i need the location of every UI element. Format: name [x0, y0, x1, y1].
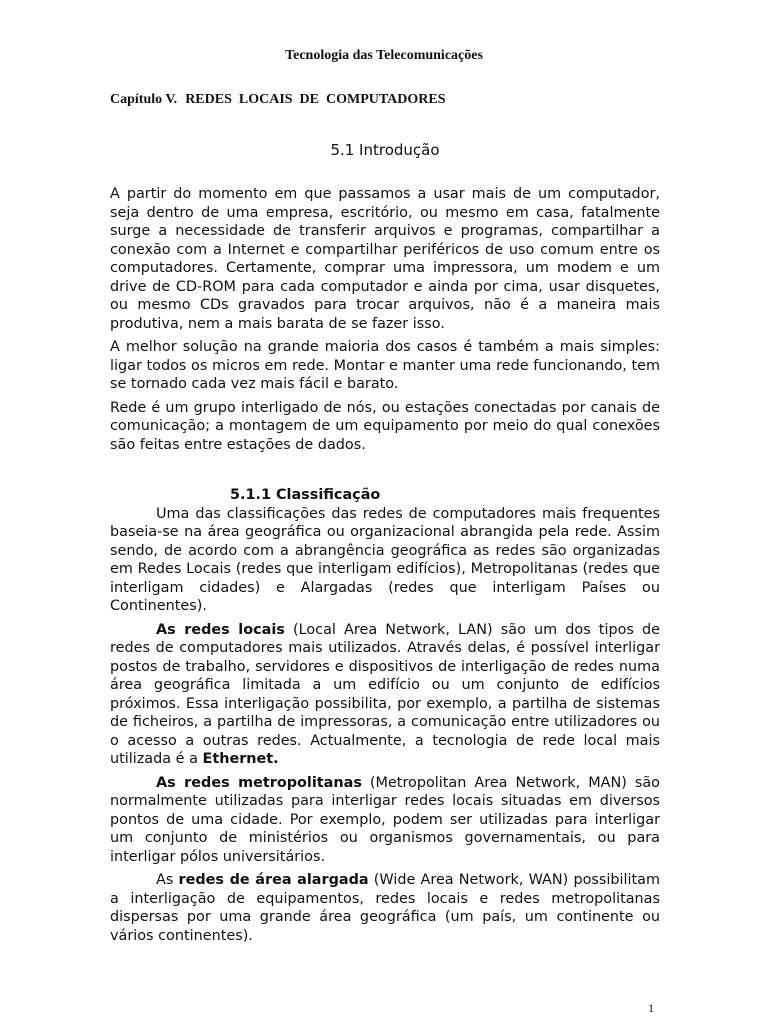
- wan-paragraph: [110, 871, 660, 945]
- section-heading: 5.1 Introdução: [330, 141, 440, 159]
- lan-text: (Local Area Network, LAN) são um dos tipos de redes de computadores mais utilizados. Através delas, é possível interligar postos de trabalho, servidores e dispositivos de interligação de redes numa área geográfica limitada a um edifício ou um conjunto de edifícios próximos. Essa interligação possibilita, por exemplo, a partilha de sistemas de ficheiros, a partilha de impressoras, a comunicação entre utilizadores ou o acesso a outras redes. Actualmente, a tecnologia de rede local mais utilizada é a: [110, 621, 660, 767]
- document-body: [110, 141, 660, 950]
- chapter-label: Capítulo V.: [110, 92, 178, 107]
- subsection-heading: 5.1.1 Classificação: [230, 487, 381, 503]
- page-number: 1: [648, 1001, 654, 1015]
- man-paragraph: [110, 774, 660, 867]
- chapter-title: [110, 92, 446, 108]
- wan-prefix: As: [156, 872, 179, 888]
- lan-term: As redes locais: [156, 621, 285, 638]
- wan-text: (Wide Area Network, WAN) possibilitam a interligação de equipamentos, redes locais e redes metropolitanas dispersas por uma grande área geográfica (um país, um continente ou vários continentes).: [110, 872, 660, 944]
- wan-term: redes de área alargada: [178, 872, 369, 888]
- lan-paragraph: [110, 621, 660, 769]
- intro-paragraph-2: A melhor solução na grande maioria dos casos é também a mais simples: ligar todos os micros em rede. Montar e manter uma rede funcionando, tem se tornado cada vez mais fácil e barato.: [110, 339, 660, 392]
- intro-paragraph-3: Rede é um grupo interligado de nós, ou estações conectadas por canais de comunicação; a montagem de um equipamento por meio do qual conexões são feitas entre estações de dados.: [110, 399, 660, 453]
- ethernet-term: Ethernet.: [202, 751, 279, 767]
- chapter-name: REDES LOCAIS DE COMPUTADORES: [185, 92, 446, 107]
- man-text: (Metropolitan Area Network, MAN) são normalmente utilizadas para interligar redes locais situadas em diversos pontos de uma cidade. Por exemplo, podem ser utilizadas para interligar um conjunto de ministérios ou organismos governamentais, ou para interligar pólos universitários.: [110, 774, 660, 865]
- running-header: Tecnologia das Telecomunicações: [285, 48, 483, 63]
- man-term: As redes metropolitanas: [156, 774, 362, 791]
- classification-paragraph: Uma das classificações das redes de computadores mais frequentes baseia-se na área geográfica ou organizacional abrangida pela rede. Assim sendo, de acordo com a abrangência geográfica as redes são organizadas em Redes Locais (redes que interligam edifícios), Metropolitanas (redes que interligam cidades) e Alargadas (redes que interligam Países ou Continentes).: [110, 505, 660, 614]
- intro-paragraph-1: A partir do momento em que passamos a usar mais de um computador, seja dentro de uma empresa, escritório, ou mesmo em casa, fatalmente surge a necessidade de transferir arquivos e programas, compartilhar a conexão com a Internet e compartilhar periféricos de uso comum entre os computadores. Certamente, comprar uma impressora, um modem e um drive de CD-ROM para cada computador e ainda por cima, usar disquetes, ou mesmo CDs gravados para trocar arquivos, não é a maneira mais produtiva, nem a mais barata de se fazer isso.: [110, 186, 660, 332]
